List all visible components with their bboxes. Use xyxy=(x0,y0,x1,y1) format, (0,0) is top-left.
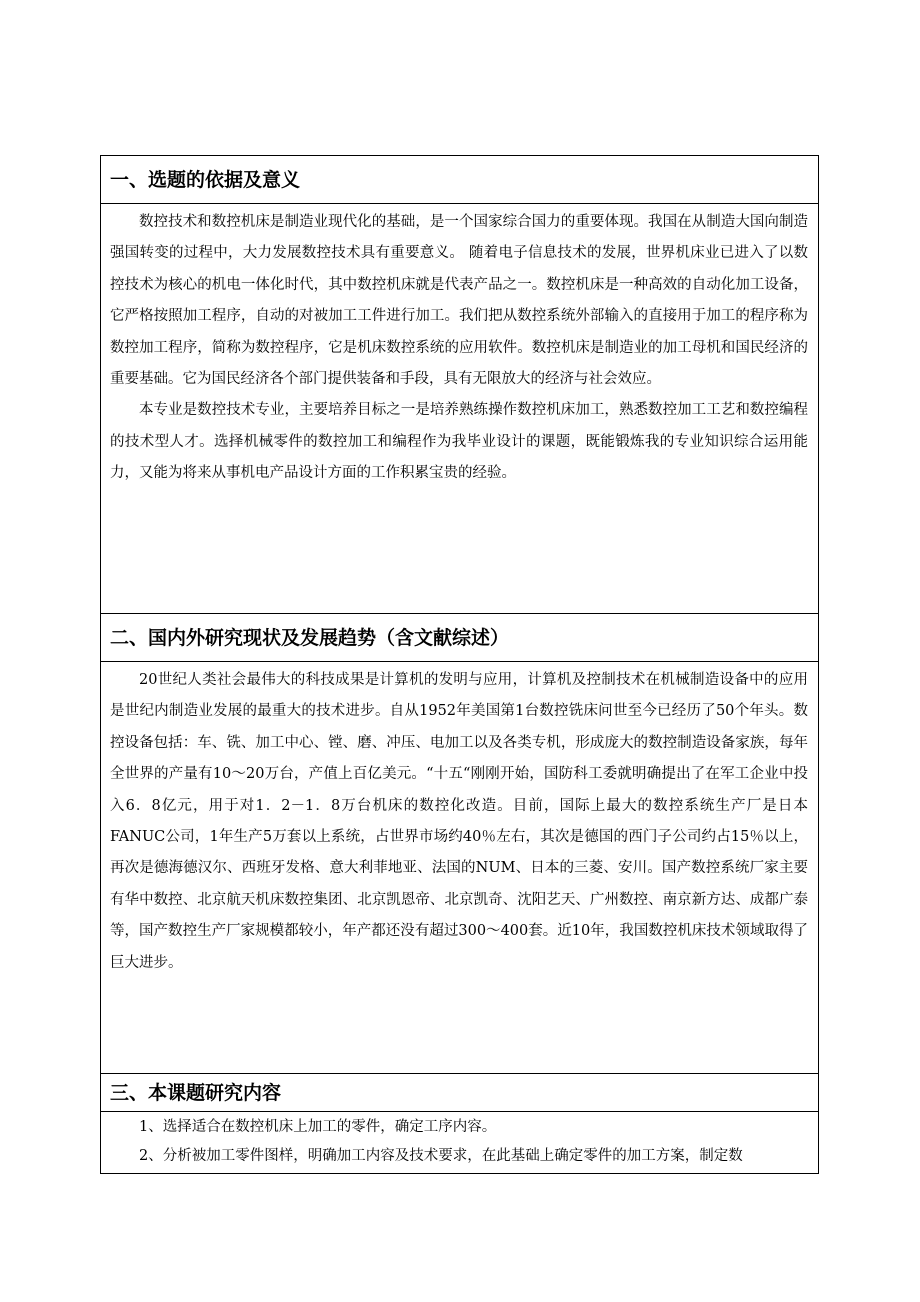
section-3-item-2: 2、分析被加工零件图样，明确加工内容及技术要求，在此基础上确定零件的加工方案，制定数 xyxy=(139,1148,743,1164)
section-1-body xyxy=(101,204,818,614)
section-1-paragraph-2: 本专业是数控技术专业，主要培养目标之一是培养熟练操作数控机床加工，熟悉数控加工工艺和数控编程的技术型人才。选择机械零件的数控加工和编程作为我毕业设计的课题，既能锻炼我的专业知识综合运用能力，又能为将来从事机电产品设计方面的工作积累宝贵的经验。 xyxy=(110,402,808,482)
section-2-heading: 二、国内外研究现状及发展趋势（含文献综述） xyxy=(101,614,818,662)
section-2-paragraph-1: 20世纪人类社会最伟大的科技成果是计算机的发明与应用，计算机及控制技术在机械制造设备中的应用是世纪内制造业发展的最重大的技术进步。自从1952年美国第1台数控铣床问世至今已经历了50个年头。数控设备包括：车、铣、加工中心、镗、磨、冲压、电加工以及各类专机，形成庞大的数控制造设备家族，每年全世界的产量有10～20万台，产值上百亿美元。“十五“刚刚开始，国防科工委就明确提出了在军工企业中投入6．8亿元，用于对1．2－1．8万台机床的数控化改造。目前，国际上最大的数控系统生产厂是日本FANUC公司，1年生产5万套以上系统，占世界市场约40％左右，其次是德国的西门子公司约占15％以上，再次是德海德汉尔、西班牙发格、意大利菲地亚、法国的NUM、日本的三菱、安川。国产数控系统厂家主要有华中数控、北京航天机床数控集团、北京凯恩帝、北京凯奇、沈阳艺天、广州数控、南京新方达、成都广泰等，国产数控生产厂家规模都较小，年产都还没有超过300～400套。近10年，我国数控机床技术领域取得了巨大进步。 xyxy=(110,672,808,971)
form-table xyxy=(100,155,819,1174)
section-1-heading: 一、选题的依据及意义 xyxy=(101,156,818,204)
section-3-heading: 三、本课题研究内容 xyxy=(101,1074,818,1112)
section-2-body xyxy=(101,662,818,1074)
section-1-paragraph-1: 数控技术和数控机床是制造业现代化的基础，是一个国家综合国力的重要体现。我国在从制造大国向制造强国转变的过程中，大力发展数控技术具有重要意义。 随着电子信息技术的发展，世界机床业已进入了以数控技术为核心的机电一体化时代，其中数控机床就是代表产品之一。数控机床是一种高效的自动化加工设备，它严格按照加工程序，自动的对被加工工件进行加工。我们把从数控系统外部输入的直接用于加工的程序称为数控加工程序，简称为数控程序，它是机床数控系统的应用软件。数控机床是制造业的加工母机和国民经济的重要基础。它为国民经济各个部门提供装备和手段，具有无限放大的经济与社会效应。 xyxy=(110,214,808,388)
section-3-body xyxy=(101,1112,818,1171)
section-3-item-1: 1、选择适合在数控机床上加工的零件，确定工序内容。 xyxy=(139,1119,497,1135)
